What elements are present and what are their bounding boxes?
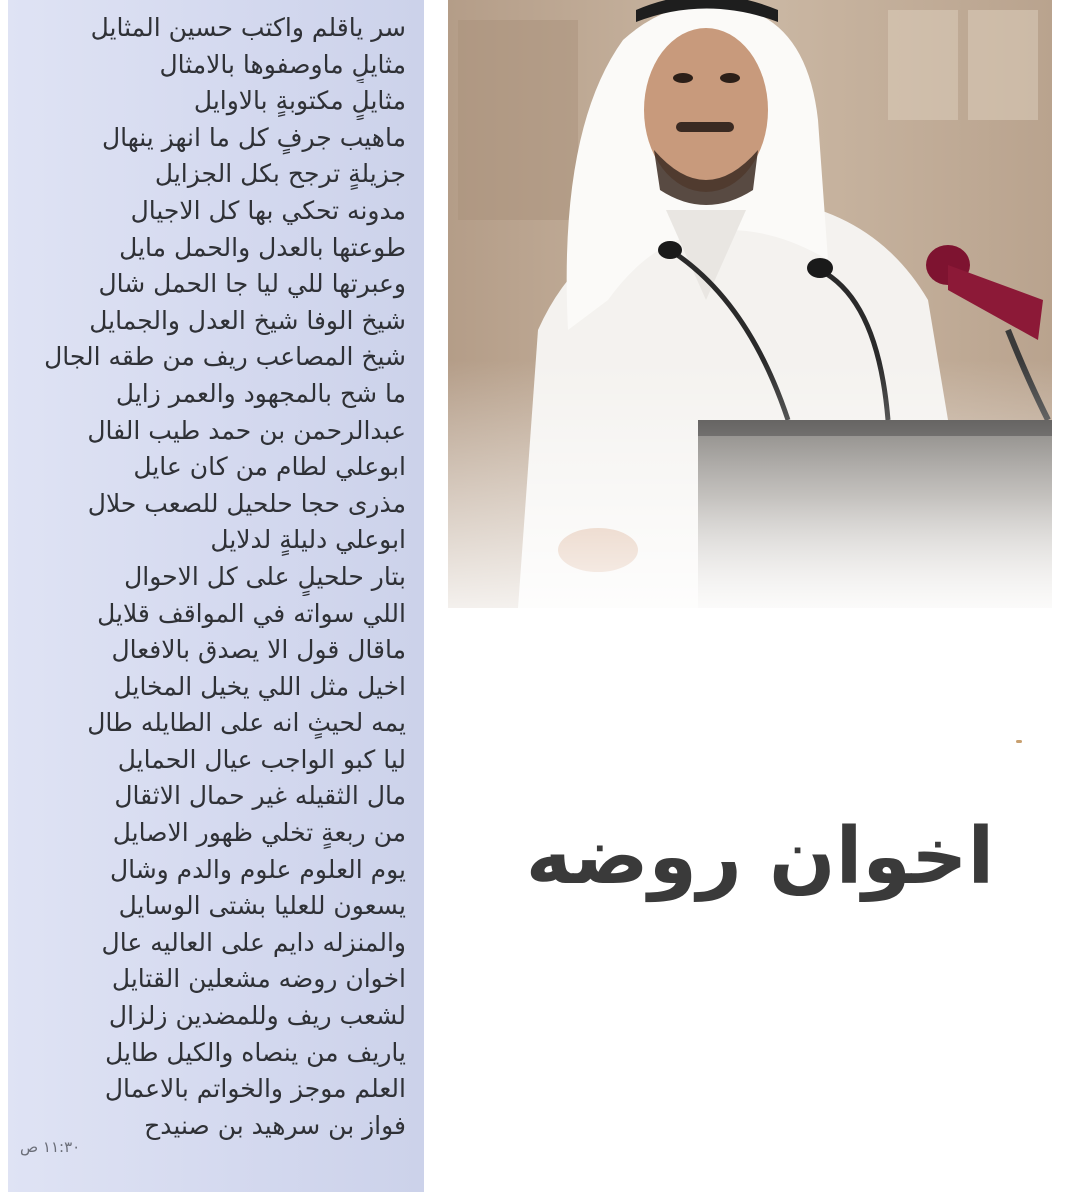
poem-line: مال الثقيله غير حمال الاثقال: [114, 781, 406, 811]
speaker-photo-illustration: [448, 0, 1052, 608]
poem-line: ليا كبو الواجب عيال الحمايل: [117, 744, 406, 774]
poem-line: اللي سواته في المواقف قلايل: [97, 598, 406, 628]
poem-timestamp: ١١:٣٠ ص: [20, 1138, 81, 1156]
poem-line: فواز بن سرهيد بن صنيدح: [144, 1110, 406, 1140]
poem-line: طوعتها بالعدل والحمل مايل: [119, 232, 406, 262]
poem-line: ابوعلي لطام من كان عايل: [133, 452, 406, 482]
poem-line: مثايلٍ ماوصفوها بالامثال: [159, 49, 406, 79]
poem-line: اخوان روضه مشعلين القتايل: [111, 964, 406, 994]
decorative-mark: [1016, 740, 1022, 743]
poem-line: لشعب ريف وللمضدين زلزال: [108, 1001, 406, 1031]
poem-line: شيخ المصاعب ريف من طقه الجال: [44, 342, 406, 372]
poem-line: اخيل مثل اللي يخيل المخايل: [113, 671, 406, 701]
poem-line: يوم العلوم علوم والدم وشال: [109, 854, 406, 884]
poem-line: شيخ الوفا شيخ العدل والجمايل: [89, 305, 406, 335]
poem-line: العلم موجز والخواتم بالاعمال: [104, 1074, 406, 1104]
poem-line: والمنزله دايم على العاليه عال: [101, 927, 406, 957]
poem-line: سر ياقلم واكتب حسين المثايل: [90, 13, 406, 42]
poem-line: ماقال قول الا يصدق بالافعال: [111, 635, 406, 665]
poem-line: عبدالرحمن بن حمد طيب الفال: [87, 415, 406, 445]
poem-line: ابوعلي دليلةٍ لدلايل: [210, 525, 406, 555]
poem-line: وعبرتها للي ليا جا الحمل شال: [98, 269, 406, 299]
poem-line: ماهيب جرفٍ كل ما انهز ينهال: [101, 122, 406, 152]
poem-lines: [26, 10, 406, 1144]
poem-line: يمه لحيثٍ انه على الطايله طال: [87, 708, 406, 738]
poem-line: يسعون للعليا بشتى الوسايل: [118, 891, 406, 921]
poem-line: مدونه تحكي بها كل الاجيال: [130, 195, 406, 225]
poem-line: مذرى حجا حلحيل للصعب حلال: [87, 488, 406, 518]
poem-line: ما شح بالمجهود والعمر زايل: [115, 378, 406, 408]
poem-line: بتار حلحيلٍ على كل الاحوال: [124, 561, 406, 591]
poem-line: مثايلٍ مكتوبةٍ بالاوايل: [193, 86, 406, 116]
speaker-photo: [448, 0, 1052, 608]
headline: اخوان روضه: [525, 812, 995, 902]
poem-line: من ربعةٍ تخلي ظهور الاصايل: [112, 818, 406, 848]
poem-line: ياريف من ينصاه والكيل طايل: [105, 1037, 406, 1067]
poem-panel: [8, 0, 424, 1192]
poem-line: جزيلةٍ ترجح بكل الجزايل: [154, 159, 406, 189]
